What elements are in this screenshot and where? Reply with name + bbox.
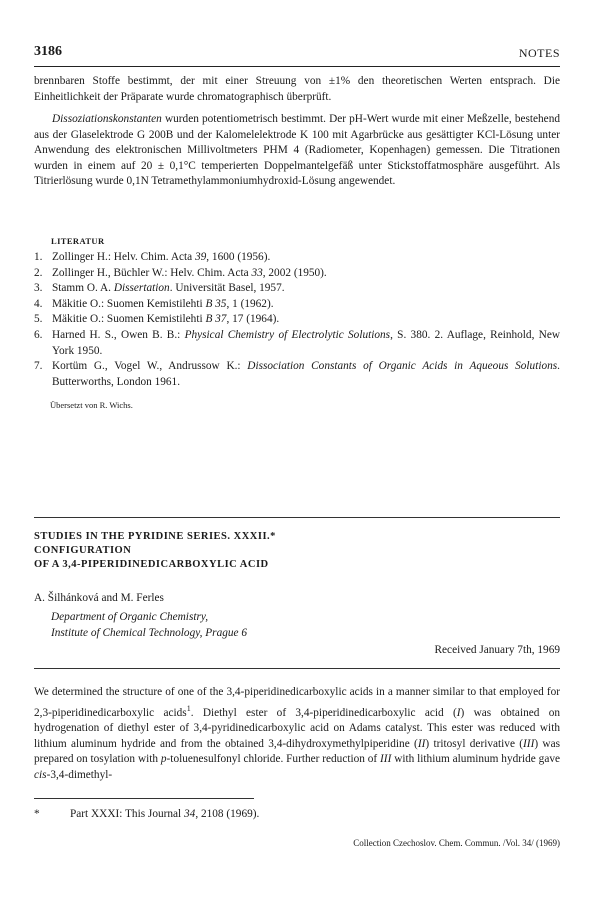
abstract-rule	[34, 668, 560, 669]
literature-heading: LITERATUR	[51, 236, 105, 246]
dissociation-text: wurden potentiometrisch bestimmt. Der pH-Wert wurde mit einer Meßzelle, bestehend aus der Glaselektrode G 200B und der Kalomelelektrode K 100 mit Agarbrücke aus gesättigter KCl-Lösung unter Anwendung des elektronischen Millivoltmeters PHM 4 (Radiometer, Kopenhagen) gemessen. Die Titrationen wurden in einem auf 20 ± 0,1°C temperierten Doppelmantelgefäß unter Stickstoffatmosphäre ausgeführt. Als Titrierlösung wurde 0,1N Tetramethylammoniumhydroxid-Lösung angewendet.	[34, 113, 560, 188]
paragraph-dissociation	[34, 112, 560, 190]
article-title	[34, 530, 276, 572]
reference-item	[34, 312, 560, 328]
title-line: CONFIGURATION	[34, 545, 132, 556]
reference-item	[34, 250, 560, 266]
footnote-mark: *	[34, 808, 40, 820]
title-line: OF A 3,4-PIPERIDINEDICARBOXYLIC ACID	[34, 559, 269, 570]
reference-number: 7.	[34, 360, 43, 373]
reference-item	[34, 281, 560, 297]
reference-text: Kortüm G., Vogel W., Andrussow K.: Dissociation Constants of Organic Acids in Aqueous Solutions. Butterworths, London 1961.	[52, 360, 560, 388]
reference-item	[34, 266, 560, 282]
footnote-rule	[34, 798, 254, 799]
reference-number: 5.	[34, 313, 43, 326]
reference-text: Mäkitie O.: Suomen Kemistilehti B 37, 17 (1964).	[52, 313, 280, 326]
page-number: 3186	[34, 44, 62, 59]
affiliation-department: Department of Organic Chemistry,	[51, 611, 209, 623]
authors: A. Šilhánková and M. Ferles	[34, 592, 164, 604]
reference-item	[34, 297, 560, 313]
reference-text: Zollinger H., Büchler W.: Helv. Chim. Acta 33, 2002 (1950).	[52, 266, 327, 279]
received-date: Received January 7th, 1969	[434, 644, 560, 656]
reference-list	[34, 250, 560, 390]
reference-item	[34, 359, 560, 390]
header-rule	[34, 66, 560, 67]
paragraph-analysis: brennbaren Stoffe bestimmt, der mit einer Streuung von ±1% den theoretischen Werten entsprach. Die Einheitlichkeit der Präparate wurde chromatographisch überprüft.	[34, 75, 560, 103]
reference-text: Zollinger H.: Helv. Chim. Acta 39, 1600 (1956).	[52, 251, 271, 263]
reference-number: 1.	[34, 251, 43, 263]
page-header	[34, 44, 560, 64]
translator-credit: Übersetzt von R. Wichs.	[50, 400, 133, 410]
journal-citation-footer: Collection Czechoslov. Chem. Commun. /Vol. 34/ (1969)	[353, 838, 560, 848]
title-line: STUDIES IN THE PYRIDINE SERIES. XXXII.*	[34, 531, 276, 542]
reference-number: 3.	[34, 282, 43, 295]
footnote: * Part XXXI: This Journal 34, 2108 (1969).	[34, 808, 260, 820]
reference-number: 4.	[34, 297, 43, 310]
reference-number: 2.	[34, 266, 43, 279]
reference-text: Mäkitie O.: Suomen Kemistilehti B 35, 1 (1962).	[52, 297, 274, 310]
reference-text: Stamm O. A. Dissertation. Universität Basel, 1957.	[52, 282, 285, 295]
reference-number: 6.	[34, 328, 43, 341]
section-rule	[34, 517, 560, 518]
affiliation-institute: Institute of Chemical Technology, Prague 6	[51, 626, 248, 639]
reference-item	[34, 328, 560, 359]
dissociation-term: Dissoziationskonstanten	[52, 113, 162, 125]
article-body: We determined the structure of one of the 3,4-piperidinedicarboxylic acids in a manner similar to that employed for 2,3-piperidinedicarboxylic acids$^1$. Diethyl ester of 3,4-piperidinedicarboxylic acid (I) was obtained on hydrogenation of diethyl ester of 3,4-pyridinedicarboxylic acid on Adams catalyst. This ester was reduced with lithium aluminum hydride and from the obtained 3,4-dihydroxymethylpiperidine (II) tritosyl derivative (III) was prepared on tosylation with p-toluenesulfonyl chloride. Further reduction of III with lithium aluminum hydride gave cis-3,4-dimethyl-	[34, 686, 561, 781]
running-head: NOTES	[518, 46, 560, 60]
reference-superscript: 1	[186, 703, 191, 713]
reference-text: Harned H. S., Owen B. B.: Physical Chemistry of Electrolytic Solutions, S. 380. 2. Auflage, Reinhold, New York 1950.	[52, 328, 560, 357]
affiliation	[51, 610, 247, 641]
